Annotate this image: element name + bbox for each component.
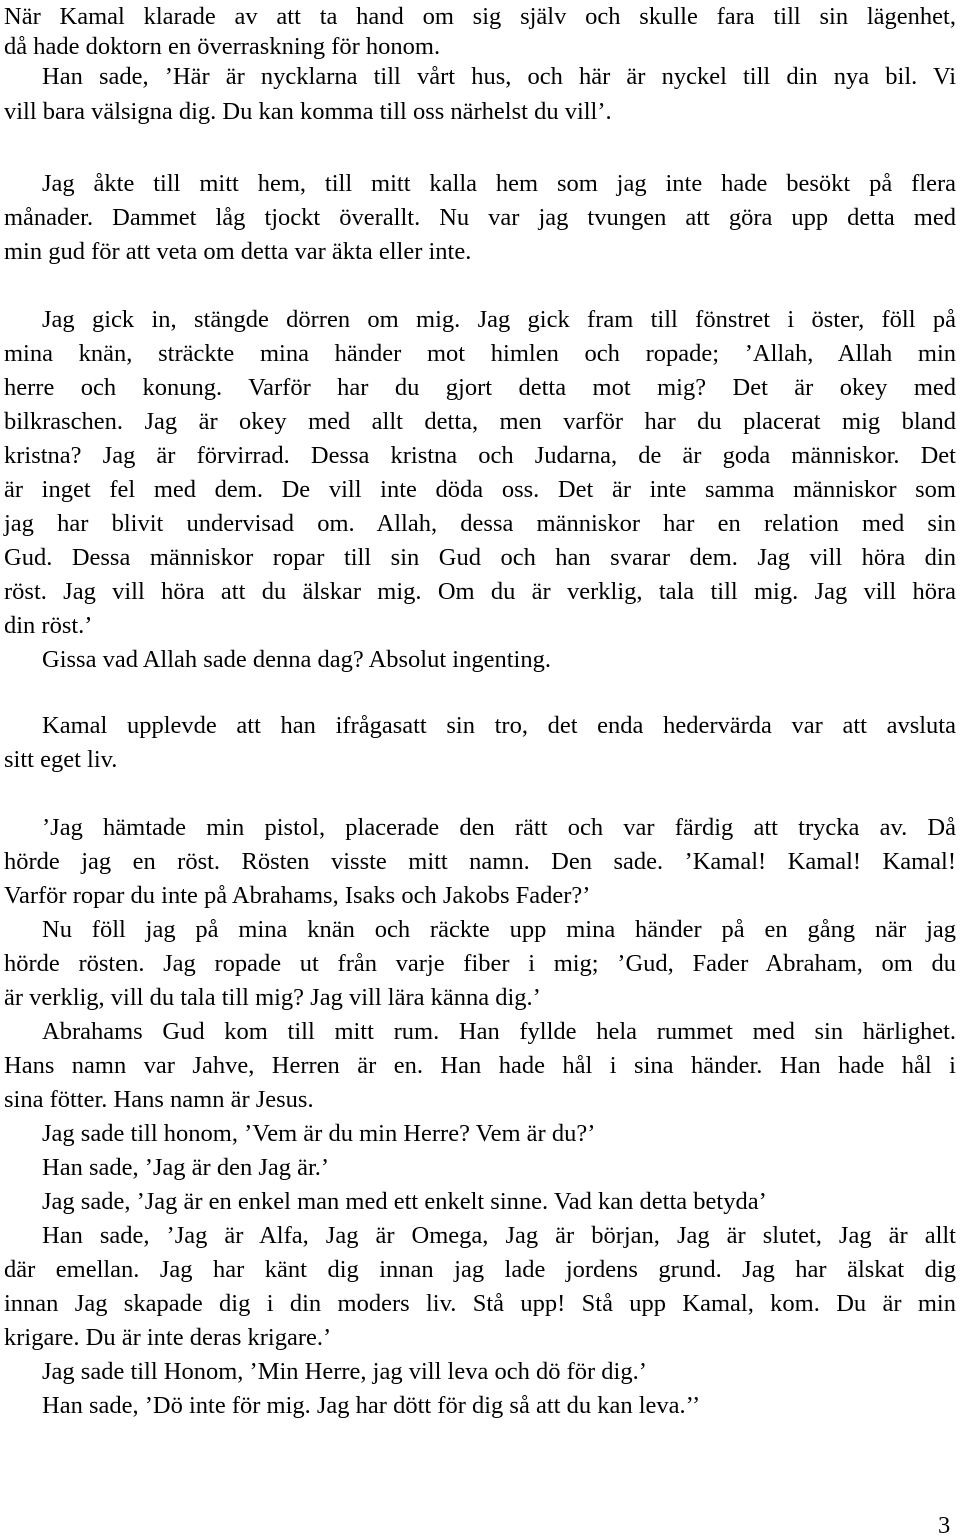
text-line: röst. Jag vill höra att du älskar mig. Om du är verklig, tala till mig. Jag vill höra	[4, 578, 956, 605]
text-line: Jag sade till honom, ’Vem är du min Herre? Vem är du?’	[42, 1120, 596, 1147]
text-line: sitt eget liv.	[4, 746, 118, 773]
text-line: Gissa vad Allah sade denna dag? Absolut ingenting.	[42, 646, 551, 673]
text-line: innan Jag skapade dig i din moders liv. Stå upp! Stå upp Kamal, kom. Du är min	[4, 1290, 956, 1317]
text-line: krigare. Du är inte deras krigare.’	[4, 1324, 332, 1351]
text-line: är verklig, vill du tala till mig? Jag vill lära känna dig.’	[4, 984, 541, 1011]
text-line: vill bara välsigna dig. Du kan komma till oss närhelst du vill’.	[4, 98, 612, 125]
text-line: Abrahams Gud kom till mitt rum. Han fyllde hela rummet med sin härlighet.	[42, 1018, 956, 1045]
text-line: Han sade, ’Jag är Alfa, Jag är Omega, Jag är början, Jag är slutet, Jag är allt	[42, 1222, 956, 1249]
text-line: Han sade, ’Jag är den Jag är.’	[42, 1154, 330, 1181]
text-line: ’Jag hämtade min pistol, placerade den rätt och var färdig att trycka av. Då	[42, 814, 956, 841]
text-line: Gud. Dessa människor ropar till sin Gud och han svarar dem. Jag vill höra din	[4, 544, 956, 571]
text-line: Han sade, ’Dö inte för mig. Jag har dött för dig så att du kan leva.’’	[42, 1392, 701, 1419]
text-line: sina fötter. Hans namn är Jesus.	[4, 1086, 314, 1113]
text-line: Nu föll jag på mina knän och räckte upp mina händer på en gång när jag	[42, 916, 956, 943]
text-line: då hade doktorn en överraskning för honom.	[4, 33, 441, 60]
text-line: hörde rösten. Jag ropade ut från varje fiber i mig; ’Gud, Fader Abraham, om du	[4, 950, 956, 977]
text-line: är inget fel med dem. De vill inte döda oss. Det är inte samma människor som	[4, 476, 956, 503]
text-line: kristna? Jag är förvirrad. Dessa kristna och Judarna, de är goda människor. Det	[4, 442, 956, 469]
text-line: Jag åkte till mitt hem, till mitt kalla hem som jag inte hade besökt på flera	[42, 170, 956, 197]
text-line: Jag sade, ’Jag är en enkel man med ett enkelt sinne. Vad kan detta betyda’	[42, 1188, 767, 1215]
text-line: där emellan. Jag har känt dig innan jag lade jordens grund. Jag har älskat dig	[4, 1256, 956, 1283]
text-line: hörde jag en röst. Rösten visste mitt namn. Den sade. ’Kamal! Kamal! Kamal!	[4, 848, 956, 875]
text-line: herre och konung. Varför har du gjort detta mot mig? Det är okey med	[4, 374, 956, 401]
text-line: Han sade, ’Här är nycklarna till vårt hus, och här är nyckel till din nya bil. Vi	[42, 63, 956, 90]
text-line: Jag gick in, stängde dörren om mig. Jag gick fram till fönstret i öster, föll på	[42, 306, 956, 333]
text-line: min gud för att veta om detta var äkta eller inte.	[4, 238, 472, 265]
text-line: jag har blivit undervisad om. Allah, dessa människor har en relation med sin	[4, 510, 956, 537]
text-line: Kamal upplevde att han ifrågasatt sin tro, det enda hedervärda var att avsluta	[42, 712, 956, 739]
page-number: 3	[938, 1512, 951, 1539]
text-line: bilkraschen. Jag är okey med allt detta, men varför har du placerat mig bland	[4, 408, 956, 435]
text-line: Jag sade till Honom, ’Min Herre, jag vill leva och dö för dig.’	[42, 1358, 647, 1385]
text-line: månader. Dammet låg tjockt överallt. Nu var jag tvungen att göra upp detta med	[4, 204, 956, 231]
text-line: Hans namn var Jahve, Herren är en. Han hade hål i sina händer. Han hade hål i	[4, 1052, 956, 1079]
text-line: mina knän, sträckte mina händer mot himlen och ropade; ’Allah, Allah min	[4, 340, 956, 367]
text-line: Varför ropar du inte på Abrahams, Isaks och Jakobs Fader?’	[4, 882, 591, 909]
text-line: När Kamal klarade av att ta hand om sig själv och skulle fara till sin lägenhet,	[4, 3, 956, 30]
text-line: din röst.’	[4, 612, 93, 639]
